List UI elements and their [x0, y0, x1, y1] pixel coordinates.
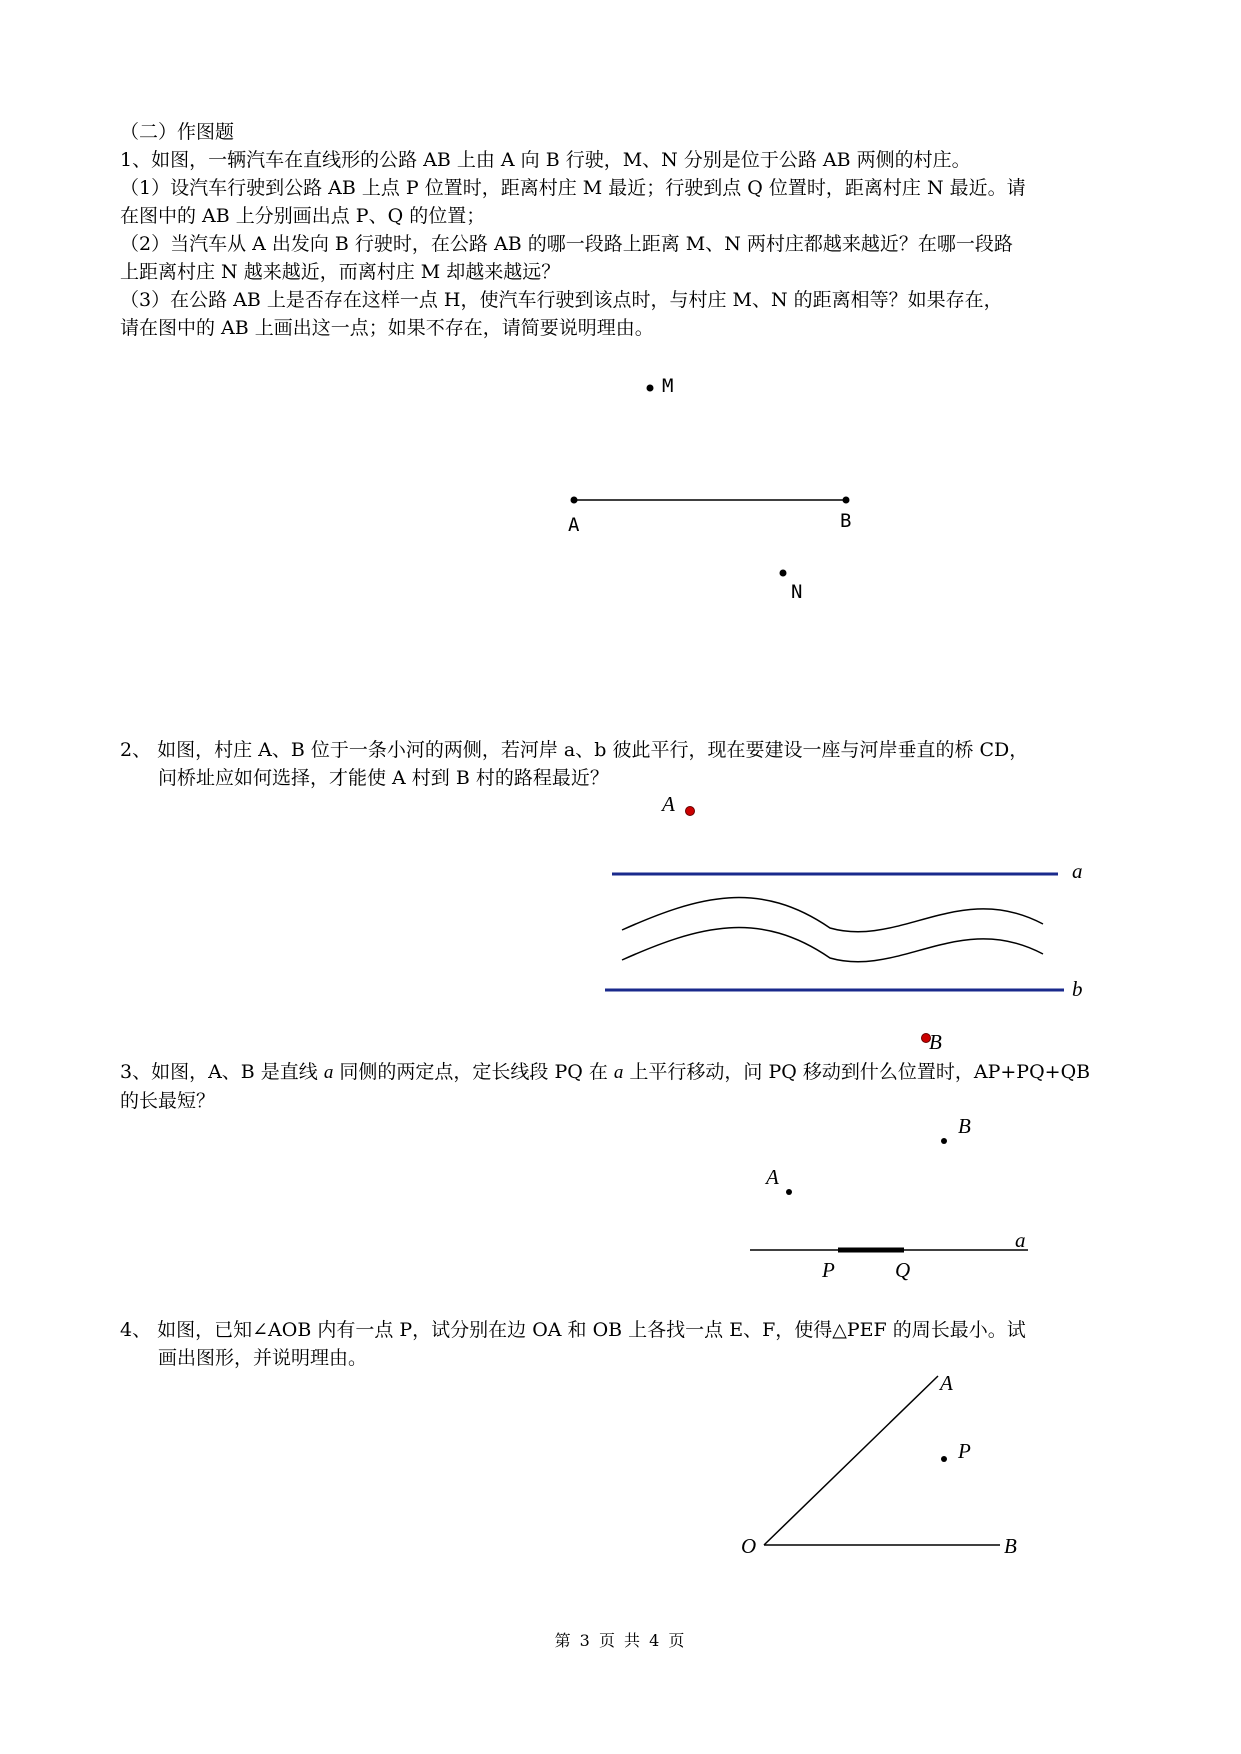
question-1-line: 1、如图，一辆汽车在直线形的公路 AB 上由 A 向 B 行驶，M、N 分别是位于公路 AB 两侧的村庄。 [120, 149, 971, 171]
question-1-line: 上距离村庄 N 越来越近，而离村庄 M 却越来越远？ [120, 261, 561, 283]
river-wave-lower [622, 928, 1043, 962]
label-O: O [741, 1534, 757, 1558]
label-A: A [662, 792, 675, 816]
page-footer: 第 3 页 共 4 页 [554, 1631, 687, 1650]
question-1-line: （2）当汽车从 A 出发向 B 行驶时，在公路 AB 的哪一段路上距离 M、N 两村庄都越来越近？在哪一段路 [120, 233, 1013, 255]
question-1-line: （3）在公路 AB 上是否存在这样一点 H，使汽车行驶到该点时，与村庄 M、N 的距离相等？如果存在， [120, 289, 1003, 311]
point-B [941, 1138, 947, 1144]
river-wave-upper [622, 898, 1043, 932]
point-A [786, 1189, 792, 1195]
question-4-line: 画出图形，并说明理由。 [158, 1347, 368, 1369]
label-M: M [662, 375, 674, 397]
label-Q: Q [895, 1258, 911, 1282]
question-3-line-2: 的长最短？ [120, 1090, 216, 1112]
question-3-prefix: 3、如图，A、B 是直线 [120, 1061, 324, 1083]
section-title: （二）作图题 [120, 121, 235, 143]
village-A-point [686, 807, 695, 816]
point-M [647, 385, 654, 392]
question-3-mid: 同侧的两定点，定长线段 PQ 在 [333, 1061, 614, 1083]
label-a: a [1015, 1228, 1026, 1252]
question-4-line: 4、 如图，已知∠AOB 内有一点 P，试分别在边 OA 和 OB 上各找一点 E、F，使得△PEF 的周长最小。试 [120, 1319, 1026, 1341]
label-A: A [940, 1371, 953, 1395]
label-B: B [958, 1114, 971, 1138]
point-A [571, 497, 578, 504]
figure-2 [605, 792, 1083, 1054]
label-P: P [958, 1439, 971, 1463]
question-1-line: 在图中的 AB 上分别画出点 P、Q 的位置； [120, 205, 486, 227]
point-B [843, 497, 850, 504]
ray-OA [764, 1376, 938, 1545]
label-P: P [822, 1258, 835, 1282]
figure-4 [741, 1371, 1017, 1558]
point-P [941, 1456, 947, 1462]
label-b: b [1072, 977, 1083, 1001]
label-B: B [929, 1030, 942, 1054]
figure-3 [750, 1114, 1028, 1282]
question-1-line: 请在图中的 AB 上画出这一点；如果不存在，请简要说明理由。 [120, 317, 654, 339]
question-3-suffix: 上平行移动，问 PQ 移动到什么位置时，AP+PQ+QB [623, 1061, 1091, 1083]
question-2-line: 问桥址应如何选择，才能使 A 村到 B 村的路程最近？ [158, 767, 609, 789]
label-A: A [766, 1165, 779, 1189]
label-B: B [840, 510, 852, 532]
label-A: A [568, 514, 580, 536]
question-2-line: 2、 如图，村庄 A、B 位于一条小河的两侧，若河岸 a、b 彼此平行，现在要建设一座与河岸垂直的桥 CD， [120, 739, 1029, 761]
question-1-line: （1）设汽车行驶到公路 AB 上点 P 位置时，距离村庄 M 最近；行驶到点 Q 位置时，距离村庄 N 最近。请 [120, 177, 1026, 199]
point-N [780, 570, 787, 577]
label-N: N [791, 581, 803, 603]
question-3-var-a2: a [613, 1062, 624, 1083]
label-a: a [1072, 859, 1083, 883]
label-B: B [1004, 1534, 1017, 1558]
question-3-var-a: a [323, 1062, 334, 1083]
figure-1 [568, 375, 851, 603]
